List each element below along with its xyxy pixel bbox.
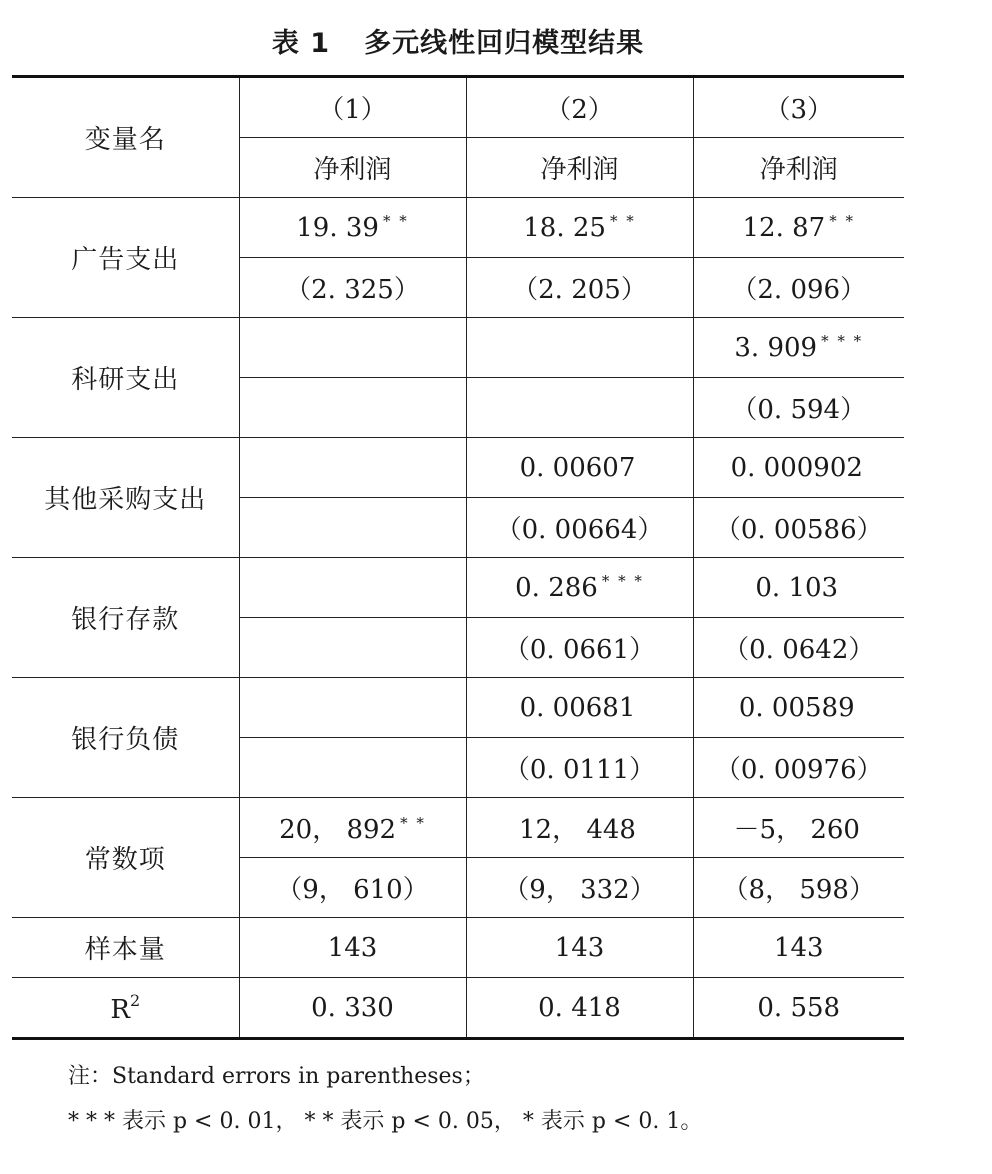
coef-row-other-procurement	[12, 438, 904, 498]
coef-value: 0. 00607	[519, 453, 636, 483]
coef-cell	[466, 678, 693, 738]
se-cell: （0. 00976）	[693, 738, 904, 798]
coef-cell	[239, 798, 466, 858]
stat-name: 样本量	[12, 918, 239, 978]
se-cell: （8， 598）	[693, 858, 904, 918]
significance-stars: * *	[382, 212, 409, 230]
coef-value: 18. 25	[523, 213, 606, 243]
significance-stars: * * *	[821, 332, 864, 350]
stat-cell: 143	[239, 918, 466, 978]
variable-column-header: 变量名	[12, 77, 239, 198]
model-3-depvar: 净利润	[693, 138, 904, 198]
table-caption	[12, 22, 904, 66]
coef-cell	[693, 558, 904, 618]
table-title: 多元线性回归模型结果	[364, 28, 645, 59]
se-cell: （0. 0642）	[693, 618, 904, 678]
coef-cell	[239, 678, 466, 738]
coef-value: 0. 286	[515, 573, 598, 603]
coef-cell	[466, 438, 693, 498]
coef-cell	[693, 798, 904, 858]
r-squared-exponent: 2	[129, 990, 141, 1010]
variable-name: 银行负债	[12, 678, 239, 798]
coef-row-rd-expense	[12, 318, 904, 378]
stat-cell: 0. 330	[239, 978, 466, 1039]
coef-value: 3. 909	[734, 333, 818, 363]
coef-cell	[239, 558, 466, 618]
coef-value: －5， 260	[733, 815, 860, 845]
se-cell: （9， 332）	[466, 858, 693, 918]
coef-cell	[466, 318, 693, 378]
coef-cell	[693, 198, 904, 258]
coef-value: 0. 000902	[730, 453, 863, 483]
coef-row-bank-liabilities	[12, 678, 904, 738]
coef-cell	[466, 198, 693, 258]
r-squared-label: R	[110, 994, 130, 1025]
model-1-header: （1）	[239, 77, 466, 138]
stat-row-sample-size	[12, 918, 904, 978]
se-cell: （2. 096）	[693, 258, 904, 318]
coef-row-ad-expense	[12, 198, 904, 258]
coef-cell	[239, 438, 466, 498]
se-cell	[239, 498, 466, 558]
se-cell: （0. 0111）	[466, 738, 693, 798]
se-cell: （0. 00586）	[693, 498, 904, 558]
stat-cell: 143	[466, 918, 693, 978]
se-cell: （0. 00664）	[466, 498, 693, 558]
variable-name: 常数项	[12, 798, 239, 918]
coef-value: 12. 87	[742, 213, 826, 243]
coef-value: 0. 00589	[738, 693, 855, 723]
significance-stars: * *	[400, 814, 426, 832]
coef-value: 0. 00681	[519, 693, 636, 723]
se-cell: （0. 0661）	[466, 618, 693, 678]
coef-cell	[693, 318, 904, 378]
coef-row-bank-deposits	[12, 558, 904, 618]
se-cell	[466, 378, 693, 438]
coef-cell	[239, 198, 466, 258]
coef-value: 0. 103	[755, 573, 839, 603]
model-3-header: （3）	[693, 77, 904, 138]
coef-cell	[239, 318, 466, 378]
significance-stars: * *	[829, 212, 855, 230]
table-number: 表 1	[271, 28, 331, 59]
table-note-se: 注：Standard errors in parentheses；	[68, 1064, 485, 1089]
coef-row-constant	[12, 798, 904, 858]
table-note-significance: * * * 表示 p < 0. 01， * * 表示 p < 0. 05， * 表示 p < 0. 1。	[68, 1109, 703, 1134]
model-2-depvar: 净利润	[466, 138, 693, 198]
coef-cell	[693, 678, 904, 738]
coef-cell	[466, 558, 693, 618]
model-2-header: （2）	[466, 77, 693, 138]
stat-cell: 143	[693, 918, 904, 978]
stat-row-r-squared	[12, 978, 904, 1039]
se-cell	[239, 738, 466, 798]
se-cell: （0. 594）	[693, 378, 904, 438]
stat-cell: 0. 558	[693, 978, 904, 1039]
regression-table	[12, 75, 904, 1040]
stat-name	[12, 978, 239, 1039]
variable-name: 广告支出	[12, 198, 239, 318]
coef-value: 20， 892	[279, 815, 397, 845]
se-cell	[239, 378, 466, 438]
header-row-models	[12, 77, 904, 138]
significance-stars: * * *	[601, 572, 644, 590]
se-cell: （2. 325）	[239, 258, 466, 318]
coef-value: 12， 448	[519, 815, 636, 845]
model-1-depvar: 净利润	[239, 138, 466, 198]
stat-cell: 0. 418	[466, 978, 693, 1039]
significance-stars: * *	[609, 212, 636, 230]
variable-name: 银行存款	[12, 558, 239, 678]
se-cell: （2. 205）	[466, 258, 693, 318]
coef-cell	[693, 438, 904, 498]
coef-value: 19. 39	[296, 213, 379, 243]
se-cell: （9， 610）	[239, 858, 466, 918]
variable-name: 科研支出	[12, 318, 239, 438]
variable-name: 其他采购支出	[12, 438, 239, 558]
se-cell	[239, 618, 466, 678]
coef-cell	[466, 798, 693, 858]
